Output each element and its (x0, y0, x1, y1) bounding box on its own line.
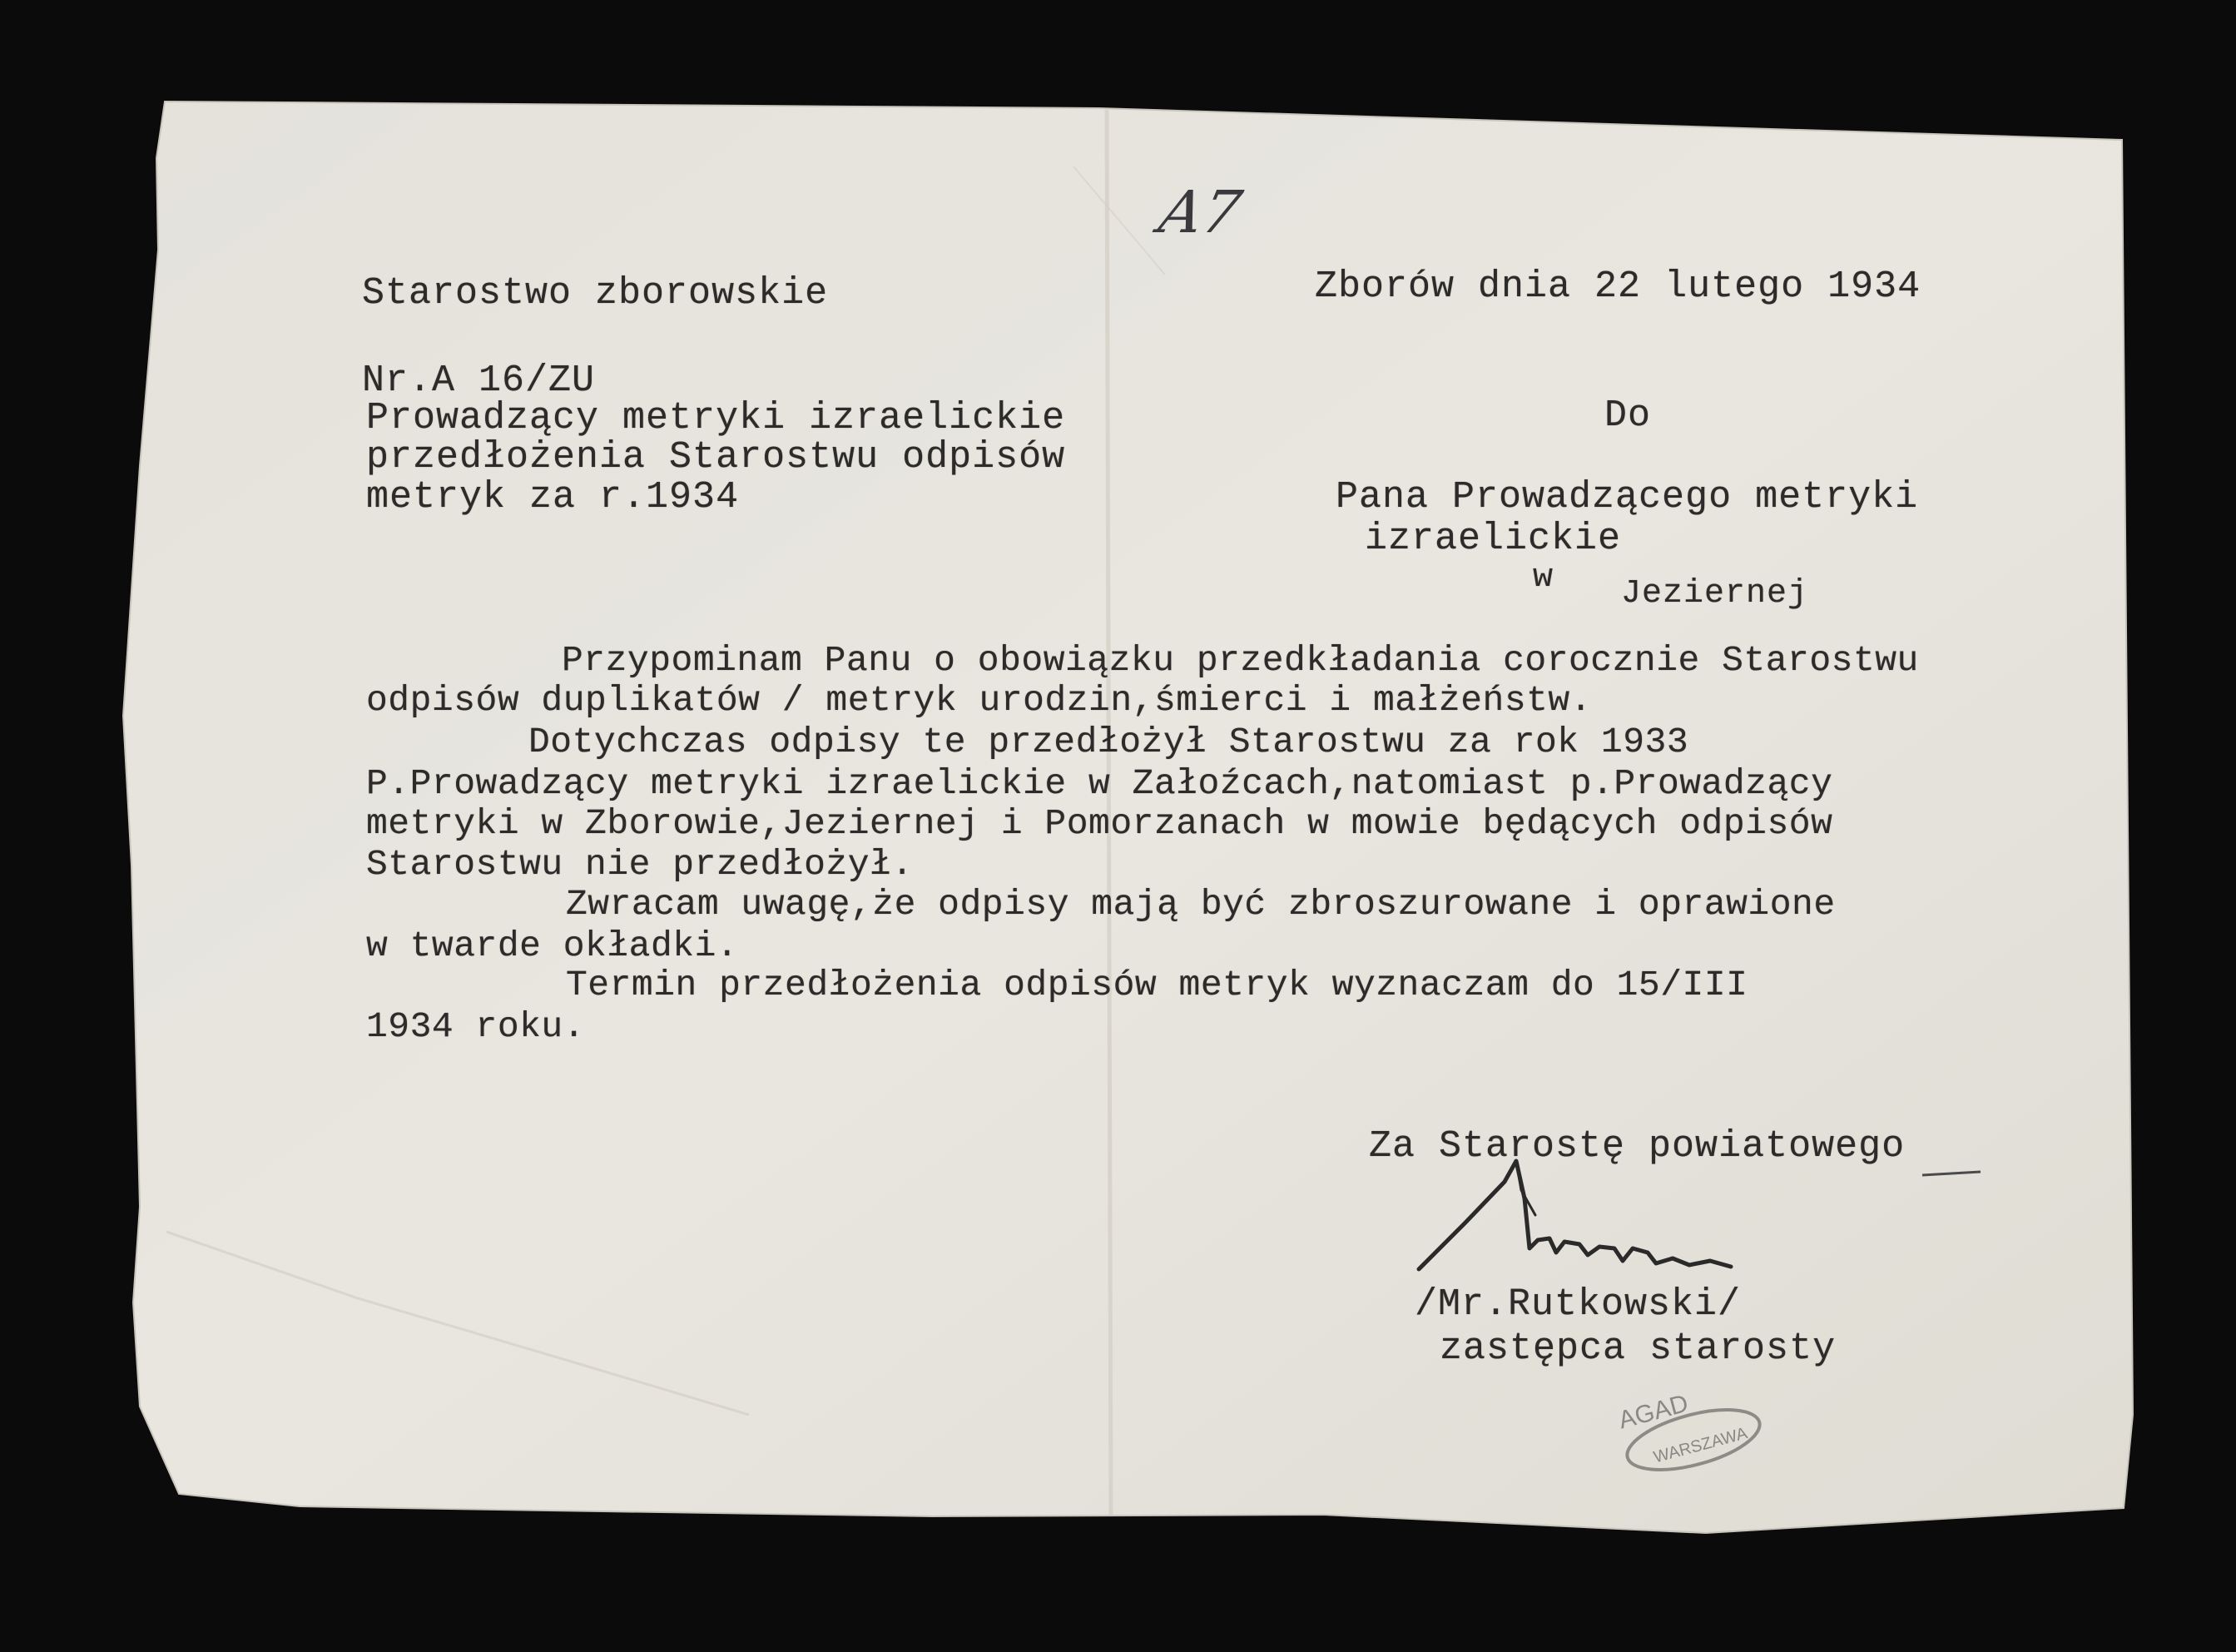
signatory-title: zastępca starosty (1440, 1327, 1837, 1370)
body-line: P.Prowadzący metryki izraelickie w Załoźcach,natomiast p.Prowadzący (366, 763, 1833, 804)
pencil-annotation: A7 (1153, 178, 1247, 246)
stamp-line2: WARSZAWA (1651, 1424, 1750, 1467)
body-line: Starostwu nie przedłożył. (366, 844, 914, 885)
addressee-line2: izraelickie (1365, 518, 1622, 560)
addressee-to: Do (1604, 394, 1652, 437)
addressee-place: Jeziernej (1621, 575, 1809, 613)
body-line: Dotychczas odpisy te przedłożył Starostwu za rok 1933 (528, 722, 1689, 762)
stamp-line1: AGAD (1615, 1389, 1692, 1435)
body-line: Zwracam uwagę,że odpisy mają być zbroszurowane i oprawione (566, 884, 1836, 925)
body-line: 1934 roku. (366, 1006, 586, 1047)
body-line: Przypominam Panu o obowiązku przedkładania corocznie Starostwu (562, 640, 1919, 681)
body-line: metryki w Zborowie,Jeziernej i Pomorzanach w mowie będących odpisów (366, 803, 1833, 844)
subject-line: metryk za r.1934 (366, 476, 740, 518)
body-line: Termin przedłożenia odpisów metryk wyznaczam do 15/III (566, 965, 1748, 1005)
subject-line: Prowadzący metryki izraelickie (366, 397, 1066, 439)
body-line: odpisów duplikatów / metryk urodzin,śmierci i małżeństw. (366, 680, 1593, 721)
header-issuer: Starostwo zborowskie (362, 272, 829, 315)
addressee-prep: w (1533, 559, 1554, 597)
signatory-name: /Mr.Rutkowski/ (1415, 1283, 1742, 1326)
addressee-line1: Pana Prowadzącego metryki (1336, 476, 1919, 518)
reference-number: Nr.A 16/ZU (362, 360, 596, 402)
signature-on-behalf: Za Starostę powiatowego (1369, 1125, 1906, 1168)
subject-line: przedłożenia Starostwu odpisów (366, 436, 1066, 479)
body-line: w twarde okładki. (366, 925, 739, 966)
header-date: Zborów dnia 22 lutego 1934 (1315, 265, 1921, 308)
